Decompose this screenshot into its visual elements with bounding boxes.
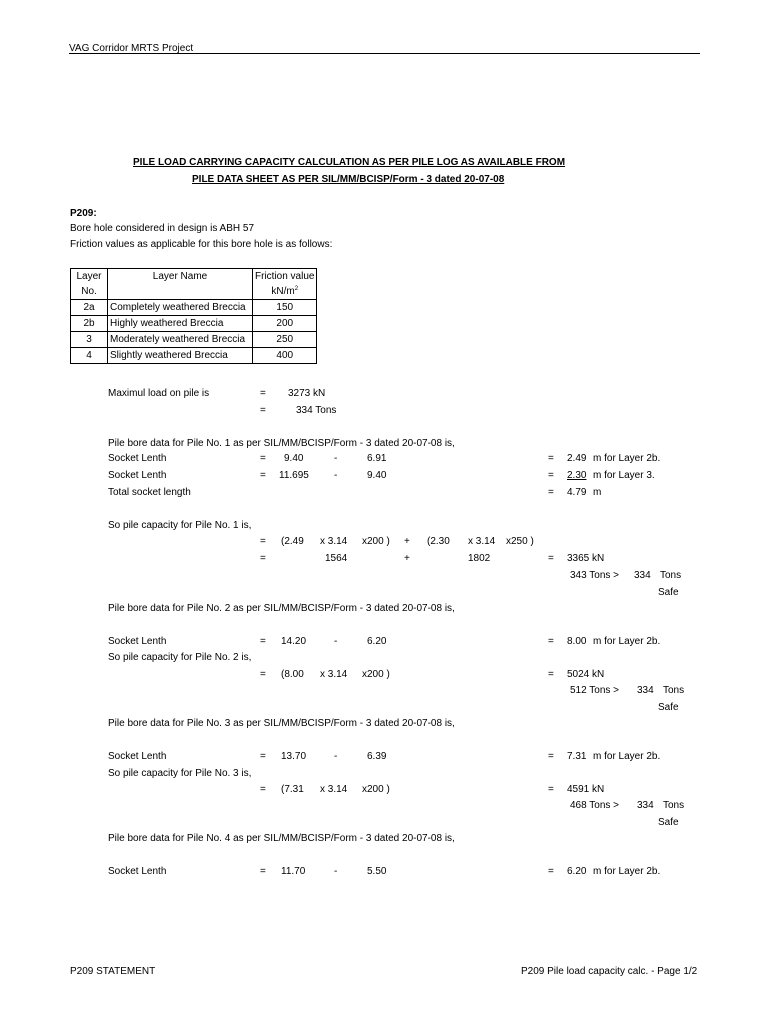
pile3-socket-a: 13.70 [281, 751, 307, 762]
pile1-formula-1: (2.49 [281, 536, 304, 547]
pile1-socket1-unit: m for Layer 2b. [593, 453, 661, 464]
pile2-kn-eq: = [548, 669, 554, 680]
pile1-socket2-a: 11.695 [279, 470, 309, 481]
pile1-cap-intro: So pile capacity for Pile No. 1 is, [108, 520, 252, 531]
pile3-socket-b: 6.39 [367, 751, 387, 762]
pile2-socket-res-eq: = [548, 636, 554, 647]
pile1-socket1-a: 9.40 [284, 453, 304, 464]
pile3-safe: Safe [658, 817, 679, 828]
pile1-formula-3: x200 ) [362, 536, 390, 547]
pile1-tons-unit: Tons [660, 570, 682, 581]
pile4-socket-a: 11.70 [281, 866, 306, 877]
pile4-intro: Pile bore data for Pile No. 4 as per SIL/MM/BCISP/Form - 3 dated 20-07-08 is, [108, 833, 455, 844]
pile1-formula-6: x 3.14 [468, 536, 496, 547]
pile4-socket-label: Socket Lenth [108, 866, 167, 877]
max-load-label: Maximul load on pile is [108, 388, 210, 399]
pile4-socket-unit: m for Layer 2b. [593, 866, 661, 877]
pile3-intro: Pile bore data for Pile No. 3 as per SIL/MM/BCISP/Form - 3 dated 20-07-08 is, [108, 718, 455, 729]
layer-no: 4 [71, 348, 108, 364]
layer-friction: 150 [253, 300, 317, 316]
title-line-1: PILE LOAD CARRYING CAPACITY CALCULATION AS PER PILE LOG AS AVAILABLE FROM [133, 157, 566, 168]
max-load-kn: 3273 kN [288, 388, 326, 399]
pile-id: P209: [70, 208, 97, 219]
pile2-socket-res: 8.00 [567, 636, 587, 647]
pile4-socket-res: 6.20 [567, 866, 587, 877]
layer-name: Completely weathered Breccia [108, 300, 253, 316]
friction-intro: Friction values as applicable for this bore hole is as follows: [70, 239, 333, 250]
pile2-socket-label: Socket Lenth [108, 636, 167, 647]
header-friction: Friction value [253, 269, 317, 285]
pile3-socket-label: Socket Lenth [108, 751, 167, 762]
pile1-value-2: 1802 [468, 553, 491, 564]
pile1-total-eq: = [548, 487, 554, 498]
table-header-row-2 [71, 284, 317, 300]
pile3-tons: 468 Tons > [570, 800, 620, 811]
pile3-tons-unit: Tons [663, 800, 685, 811]
layer-name: Slightly weathered Breccia [108, 348, 253, 364]
pile3-kn: 4591 kN [567, 784, 605, 795]
pile1-kn: 3365 kN [567, 553, 605, 564]
pile1-socket2-op: - [334, 470, 338, 481]
pile2-tons-unit: Tons [663, 685, 685, 696]
bore-hole-text: Bore hole considered in design is ABH 57 [70, 223, 255, 234]
pile1-kn-eq: = [548, 553, 554, 564]
pile1-socket2-res-eq: = [548, 470, 554, 481]
pile2-socket-eq: = [260, 636, 266, 647]
header-blank [108, 284, 253, 300]
table-row [71, 348, 317, 364]
header-rule [69, 53, 700, 54]
pile1-formula-2: x 3.14 [320, 536, 348, 547]
pile1-total-res: 4.79 [567, 487, 587, 498]
pile2-tons: 512 Tons > [570, 685, 620, 696]
pile1-socket2-label: Socket Lenth [108, 470, 167, 481]
header-layer-no: No. [71, 284, 108, 300]
pile2-socket-op: - [334, 636, 338, 647]
pile3-formula-1: (7.31 [281, 784, 304, 795]
footer-left: P209 STATEMENT [70, 966, 156, 977]
pile3-formula-2: x 3.14 [320, 784, 348, 795]
table-row [71, 316, 317, 332]
pile1-formula-5: (2.30 [427, 536, 450, 547]
pile1-formula-4: + [404, 536, 410, 547]
pile1-socket1-eq: = [260, 453, 266, 464]
pile1-value-1: 1564 [325, 553, 348, 564]
title-line-2: PILE DATA SHEET AS PER SIL/MM/BCISP/Form - 3 dated 20-07-08 [192, 174, 505, 185]
footer-right: P209 Pile load capacity calc. - Page 1/2 [521, 966, 698, 977]
layer-friction: 200 [253, 316, 317, 332]
pile3-socket-op: - [334, 751, 338, 762]
pile3-socket-unit: m for Layer 2b. [593, 751, 661, 762]
pile2-formula-2: x 3.14 [320, 669, 348, 680]
pile3-load-tons: 334 [637, 800, 654, 811]
layer-friction: 250 [253, 332, 317, 348]
pile2-socket-a: 14.20 [281, 636, 307, 647]
pile1-safe: Safe [658, 587, 679, 598]
pile1-value-plus: + [404, 553, 410, 564]
pile2-load-tons: 334 [637, 685, 654, 696]
pile3-socket-res: 7.31 [567, 751, 587, 762]
pile2-socket-unit: m for Layer 2b. [593, 636, 661, 647]
pile1-socket1-res: 2.49 [567, 453, 587, 464]
pile4-socket-op: - [334, 866, 338, 877]
layer-no: 3 [71, 332, 108, 348]
layer-no: 2a [71, 300, 108, 316]
pile1-socket1-res-eq: = [548, 453, 554, 464]
pile3-formula-3: x200 ) [362, 784, 390, 795]
pile4-socket-res-eq: = [548, 866, 554, 877]
pile1-formula-eq: = [260, 536, 266, 547]
header-layer: Layer [71, 269, 108, 285]
project-header: VAG Corridor MRTS Project [69, 43, 194, 54]
table-header-row [71, 269, 317, 285]
pile1-load-tons: 334 [634, 570, 651, 581]
pile1-intro: Pile bore data for Pile No. 1 as per SIL/MM/BCISP/Form - 3 dated 20-07-08 is, [108, 438, 455, 449]
table-row [71, 300, 317, 316]
layer-name: Moderately weathered Breccia [108, 332, 253, 348]
pile1-values-eq: = [260, 553, 266, 564]
pile3-formula-eq: = [260, 784, 266, 795]
layer-table [70, 268, 317, 364]
pile4-socket-b: 5.50 [367, 866, 387, 877]
pile1-socket2-res: 2.30 [567, 470, 587, 481]
pile1-socket2-eq: = [260, 470, 266, 481]
layer-no: 2b [71, 316, 108, 332]
header-layer-name: Layer Name [108, 269, 253, 285]
pile2-kn: 5024 kN [567, 669, 605, 680]
pile2-socket-b: 6.20 [367, 636, 387, 647]
pile2-formula-1: (8.00 [281, 669, 304, 680]
layer-name: Highly weathered Breccia [108, 316, 253, 332]
max-load-eq-2: = [260, 405, 266, 416]
layer-friction: 400 [253, 348, 317, 364]
pile3-cap-intro: So pile capacity for Pile No. 3 is, [108, 768, 252, 779]
table-row [71, 332, 317, 348]
pile1-socket1-op: - [334, 453, 338, 464]
pile1-total-unit: m [593, 487, 602, 498]
pile3-socket-res-eq: = [548, 751, 554, 762]
pile1-socket1-b: 6.91 [367, 453, 387, 464]
pile2-formula-3: x200 ) [362, 669, 390, 680]
pile1-tons: 343 Tons > [570, 570, 620, 581]
max-load-eq: = [260, 388, 266, 399]
pile1-socket2-b: 9.40 [367, 470, 387, 481]
pile1-total-label: Total socket length [108, 487, 191, 498]
pile1-socket2-unit: m for Layer 3. [593, 470, 655, 481]
header-friction-unit: $kN/m^2$ [253, 284, 317, 300]
pile2-formula-eq: = [260, 669, 266, 680]
pile2-intro: Pile bore data for Pile No. 2 as per SIL/MM/BCISP/Form - 3 dated 20-07-08 is, [108, 603, 455, 614]
pile3-kn-eq: = [548, 784, 554, 795]
pile2-safe: Safe [658, 702, 679, 713]
pile3-socket-eq: = [260, 751, 266, 762]
max-load-tons: 334 Tons [296, 405, 337, 416]
pile1-socket1-label: Socket Lenth [108, 453, 167, 464]
pile2-cap-intro: So pile capacity for Pile No. 2 is, [108, 652, 252, 663]
pile1-formula-7: x250 ) [506, 536, 534, 547]
pile4-socket-eq: = [260, 866, 266, 877]
